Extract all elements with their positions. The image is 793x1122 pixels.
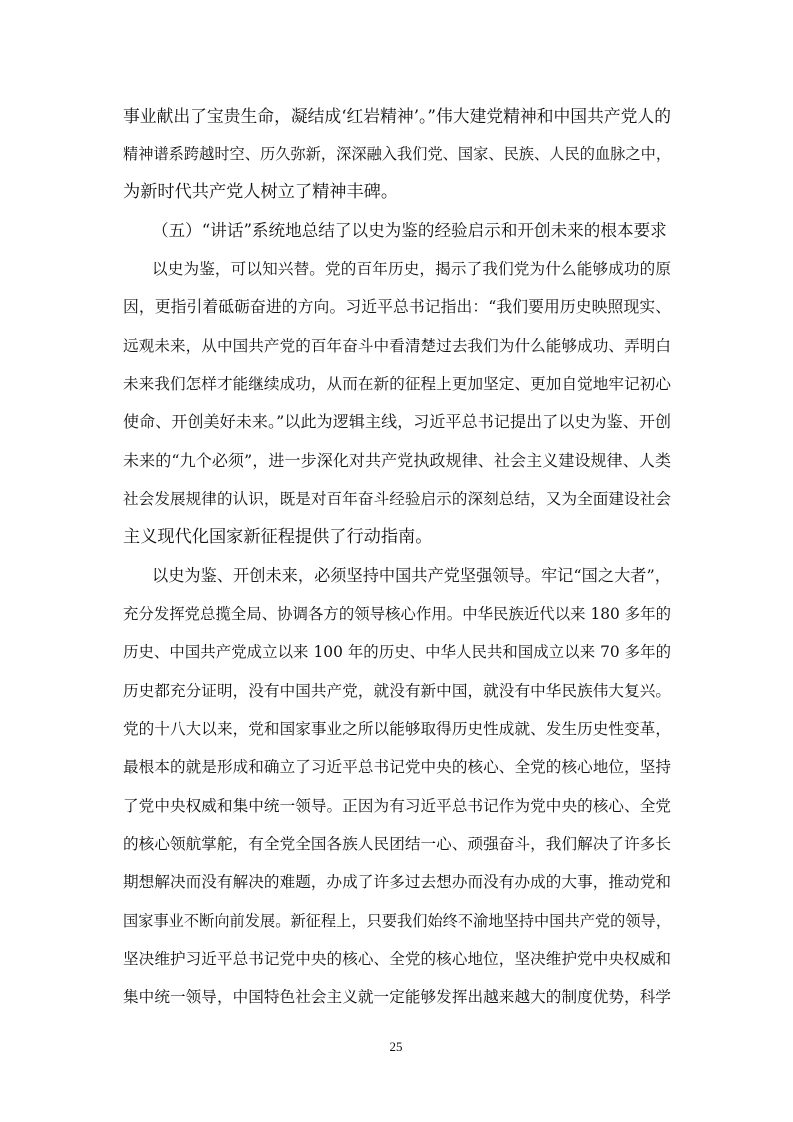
text-line: 因，更指引着砥砺奋进的方向。习近平总书记指出：“我们要用历史映照现实、: [123, 297, 671, 316]
text-line: 事业献出了宝贵生命，凝结成‘红岩精神’。”伟大建党精神和中国共产党人的: [123, 106, 671, 126]
text-line: 以史为鉴，可以知兴替。党的百年历史，揭示了我们党为什么能够成功的原: [152, 260, 671, 278]
text-line: 国家事业不断向前发展。新征程上，只要我们始终不渝地坚持中国共产党的领导，: [123, 912, 671, 930]
text-line: 的核心领航掌舵，有全党全国各族人民团结一心、顽强奋斗，我们解决了许多长: [123, 835, 671, 853]
text-line: 历史都充分证明，没有中国共产党，就没有新中国，就没有中华民族伟大复兴。: [123, 682, 671, 700]
text-line: 使命、开创美好未来。”以此为逻辑主线，习近平总书记提出了以史为鉴、开创: [123, 412, 671, 431]
text-line: 集中统一领导，中国特色社会主义就一定能够发挥出越来越大的制度优势，科学: [123, 988, 671, 1006]
text-line: 历史、中国共产党成立以来 100 年的历史、中华人民共和国成立以来 70 多年的: [123, 643, 671, 661]
text-line: 未来的“九个必须”，进一步深化对共产党执政规律、社会主义建设规律、人类: [123, 451, 671, 470]
text-line: 以史为鉴、开创未来，必须坚持中国共产党坚强领导。牢记“国之大者”，: [152, 566, 671, 585]
text-line: 最根本的就是形成和确立了习近平总书记党中央的核心、全党的核心地位，坚持: [123, 758, 671, 776]
page-number: 25: [389, 1039, 403, 1054]
text-line: 主义现代化国家新征程提供了行动指南。: [123, 527, 433, 547]
text-line: 党的十八大以来，党和国家事业之所以能够取得历史性成就、发生历史性变革，: [123, 720, 671, 738]
section-heading: （五）“讲话”系统地总结了以史为鉴的经验启示和开创未来的根本要求: [152, 221, 667, 240]
text-line: 期想解决而没有解决的难题，办成了许多过去想办而没有办成的大事，推动党和: [123, 873, 671, 891]
text-line: 坚决维护习近平总书记党中央的核心、全党的核心地位，坚决维护党中央权威和: [123, 950, 671, 968]
text-line: 远观未来，从中国共产党的百年奋斗中看清楚过去我们为什么能够成功、弄明白: [123, 337, 671, 355]
text-line: 精神谱系跨越时空、历久弥新，深深融入我们党、国家、民族、人民的血脉之中，: [123, 145, 671, 163]
text-line: 社会发展规律的认识，既是对百年奋斗经验启示的深刻总结，又为全面建设社会: [123, 490, 671, 508]
text-line: 未来我们怎样才能继续成功，从而在新的征程上更加坚定、更加自觉地牢记初心: [123, 375, 671, 393]
text-line: 充分发挥党总揽全局、协调各方的领导核心作用。中华民族近代以来 180 多年的: [123, 605, 671, 623]
text-line: 为新时代共产党人树立了精神丰碑。: [123, 182, 399, 202]
text-line: 了党中央权威和集中统一领导。正因为有习近平总书记作为党中央的核心、全党: [123, 797, 671, 815]
